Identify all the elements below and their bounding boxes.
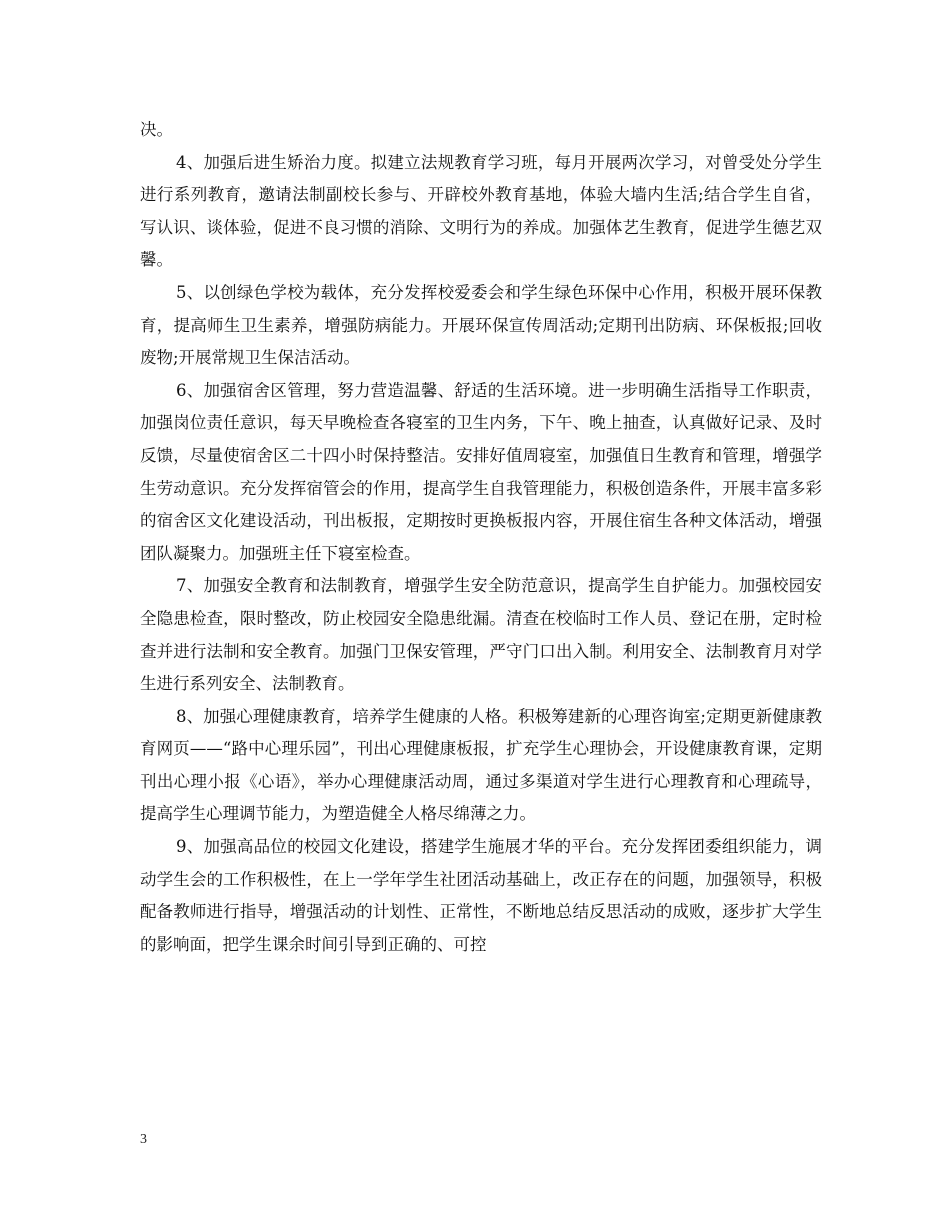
- paragraph-item-9: 9、加强高品位的校园文化建设，搭建学生施展才华的平台。充分发挥团委组织能力，调动学生会的工作积极性，在上一学年学生社团活动基础上，改正存在的问题，加强领导，积极配备教师进行指导，增强活动的计划性、正常性，不断地总结反思活动的成败，逐步扩大学生的影响面，把学生课余时间引导到正确的、可控: [140, 837, 822, 954]
- paragraph-continuation: 决。: [140, 120, 173, 139]
- paragraph-item-8: 8、加强心理健康教育，培养学生健康的人格。积极筹建新的心理咨询室;定期更新健康教育网页——“路中心理乐园”，刊出心理健康板报，扩充学生心理协会，开设健康教育课，定期刊出心理小报《心语》，举办心理健康活动周，通过多渠道对学生进行心理教育和心理疏导，提高学生心理调节能力，为塑造健全人格尽绵薄之力。: [140, 706, 822, 824]
- paragraph-item-4: 4、加强后进生矫治力度。拟建立法规教育学习班，每月开展两次学习，对曾受处分学生进行系列教育，邀请法制副校长参与、开辟校外教育基地，体验大墙内生活;结合学生自省，写认识、谈体验，促进不良习惯的消除、文明行为的养成。加强体艺生教育，促进学生德艺双馨。: [140, 152, 822, 270]
- document-body: [140, 114, 822, 961]
- page-number: 3: [140, 1132, 147, 1147]
- paragraph-item-5: 5、以创绿色学校为载体，充分发挥校爱委会和学生绿色环保中心作用，积极开展环保教育，提高师生卫生素养，增强防病能力。开展环保宣传周活动;定期刊出防病、环保板报;回收废物;开展常规卫生保洁活动。: [140, 282, 822, 368]
- paragraph-item-6: 6、加强宿舍区管理，努力营造温馨、舒适的生活环境。进一步明确生活指导工作职责，加强岗位责任意识，每天早晚检查各寝室的卫生内务，下午、晚上抽查，认真做好记录、及时反馈，尽量使宿舍区二十四小时保持整洁。安排好值周寝室，加强值日生教育和管理，增强学生劳动意识。充分发挥宿管会的作用，提高学生自我管理能力，积极创造条件，开展丰富多彩的宿舍区文化建设活动，刊出板报，定期按时更换板报内容，开展住宿生各种文体活动，增强团队凝聚力。加强班主任下寝室检查。: [140, 380, 822, 563]
- paragraph-item-7: 7、加强安全教育和法制教育，增强学生安全防范意识，提高学生自护能力。加强校园安全隐患检查，限时整改，防止校园安全隐患纰漏。清查在校临时工作人员、登记在册，定时检查并进行法制和安全教育。加强门卫保安管理，严守门口出入制。利用安全、法制教育月对学生进行系列安全、法制教育。: [140, 576, 822, 694]
